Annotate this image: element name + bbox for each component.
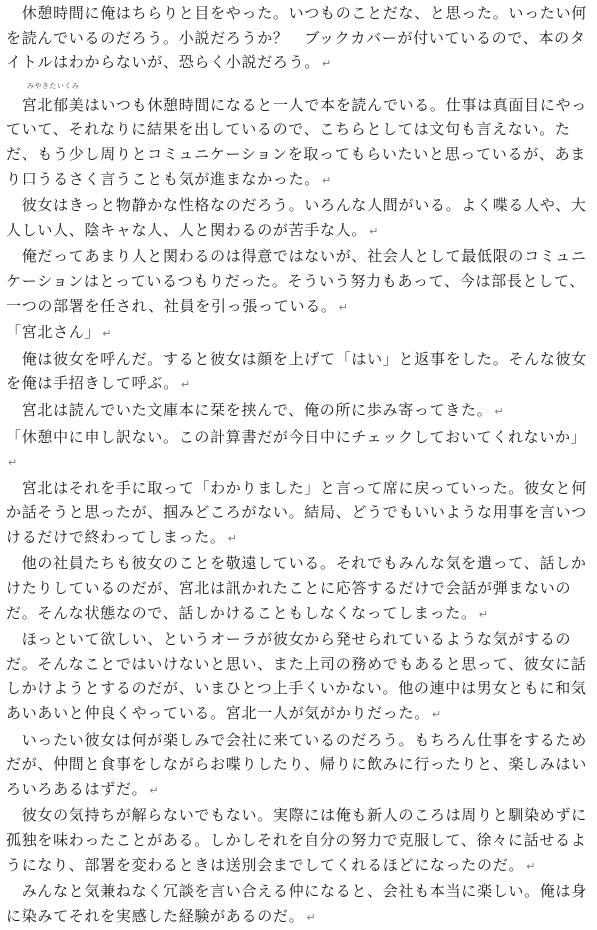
paragraph-mark-icon: ↵	[306, 910, 316, 924]
paragraph: 宮北はそれを手に取って「わかりました」と言って席に戻っていった。彼女と何か話そうと思ったが、掴みどころがない。結局、どうでもいいような用事を言いつけるだけで終わってしまった。 ↵	[6, 478, 587, 546]
paragraph-mark-icon: ↵	[494, 404, 504, 418]
paragraph-mark-icon: ↵	[181, 378, 191, 392]
paragraph: 「宮北さん」 ↵	[6, 323, 112, 342]
ruby-name	[21, 81, 85, 118]
paragraph: 他の社員たちも彼女のことを敬遠している。それでもみんな気を遣って、話しかけたりしているのだが、宮北は訊かれたことに応答するだけで会話が弾まないのだ。そんな状態なので、話しかけることもしなくなってしまった。 ↵	[6, 554, 587, 622]
paragraph-mark-icon: ↵	[338, 300, 348, 314]
paragraph: 宮北は読んでいた文庫本に栞を挟んで、俺の所に歩み寄ってきた。 ↵	[6, 400, 504, 419]
paragraph: ほっといて欲しい、というオーラが彼女から発せられているような気がするのだ。そんなことではいけないと思い、また上司の務めでもあると思って、彼女に話しかけようとするのだが、いまひとつ上手くいかない。他の連中は男女ともに和気あいあいと仲良くやっている。宮北一人が気がかりだった。 ↵	[6, 630, 587, 723]
paragraph: いったい彼女は何が楽しみで会社に来ているのだろう。もちろん仕事をするためだが、仲間と食事をしながらお喋りしたり、帰りに飲みに行ったりと、楽しみはいろいろあるはずだ。 ↵	[6, 730, 587, 798]
paragraph-mark-icon: ↵	[102, 327, 112, 341]
ruby-reading: みやきたいくみ	[26, 81, 80, 90]
paragraph-mark-icon: ↵	[227, 531, 237, 545]
paragraph: みやきたいくみ 宮北郁美はいつも休憩時間になると一人で本を読んでいる。仕事は真面目にやっていて、それなりに結果を出しているので、こちらとしては文句も言えない。ただ、もう少し周りとコミュニケーションを取ってもらいたいと思っているが、あまり口うるさく言うことも気が進まなかった。 ↵	[6, 81, 587, 188]
document-body	[6, 0, 590, 930]
paragraph-mark-icon: ↵	[8, 456, 18, 470]
paragraph-mark-icon: ↵	[322, 57, 332, 71]
paragraph: 俺だってあまり人と関わるのは得意ではないが、社会人として最低限のコミュニケーションはとっているつもりだった。そういう努力もあって、今は部長として、一つの部署を任され、社員を引っ張っている。 ↵	[6, 247, 587, 315]
paragraph: 彼女の気持ちが解らないでもない。実際には俺も新人のころは周りと馴染めずに孤独を味わったことがある。しかしそれを自分の努力で克服して、徐々に話せるようになり、部署を変わるときは送別会までしてくれるほどになったのだ。 ↵	[6, 806, 587, 874]
paragraph-mark-icon: ↵	[478, 607, 488, 621]
ruby-base: 宮北郁美	[21, 95, 85, 114]
paragraph: 休憩時間に俺はちらりと目をやった。いつものことだな、と思った。いったい何を読んでいるのだろう。小説だろうか？ ブックカバーが付いているので、本のタイトルはわからないが、恐らく小説だろう。 ↵	[6, 4, 587, 72]
paragraph-mark-icon: ↵	[369, 224, 379, 238]
paragraph-mark-icon: ↵	[149, 783, 159, 797]
paragraph: 彼女はきっと物静かな性格なのだろう。いろんな人間がいる。よく喋る人や、大人しい人、陰キャな人、人と関わるのが苦手な人。 ↵	[6, 196, 587, 239]
paragraph-mark-icon: ↵	[431, 708, 442, 722]
paragraph-mark-icon: ↵	[322, 173, 332, 187]
paragraph: みんなと気兼ねなく冗談を言い合える仲になると、会社も本当に楽しい。俺は身に染みてそれを実感した経験があるのだ。 ↵	[6, 882, 587, 925]
paragraph: 「休憩中に申し訳ない。この計算書だが今日中にチェックしておいてくれないか」↵	[6, 427, 587, 470]
paragraph-mark-icon: ↵	[526, 859, 536, 873]
paragraph: 俺は彼女を呼んだ。すると彼女は顔を上げて「はい」と返事をした。そんな彼女を俺は手招きして呼ぶ。 ↵	[6, 349, 587, 393]
